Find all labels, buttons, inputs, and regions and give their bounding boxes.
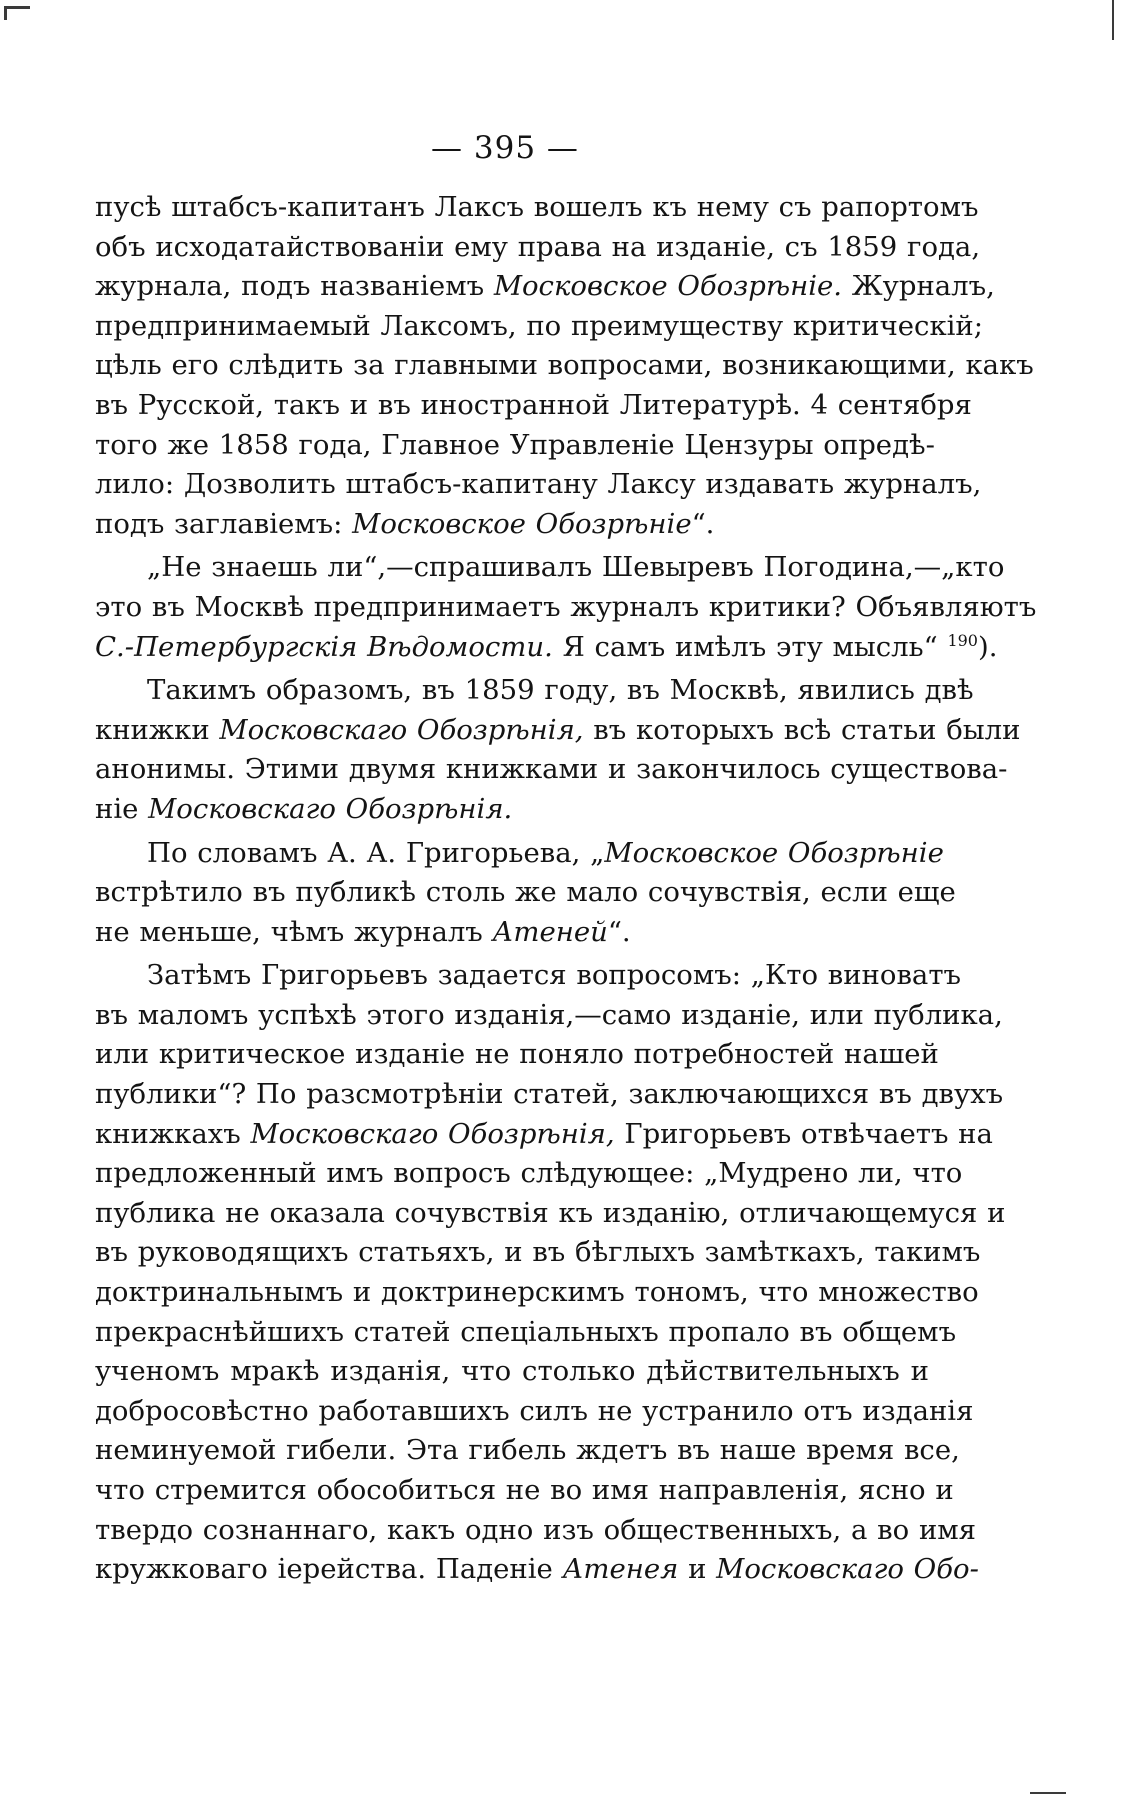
text-run: книжки (95, 713, 220, 746)
text-run: Затѣмъ Григорьевъ задается вопросомъ: „Кто виноватъ (147, 959, 962, 992)
text-line (95, 307, 984, 347)
text-line (95, 1313, 957, 1353)
text-run: Журналъ, (842, 270, 995, 303)
paragraph-p2 (95, 548, 1037, 667)
text-run: ніе (95, 792, 149, 825)
italic-title: Атенея (562, 1553, 679, 1586)
text-run: въ которыхъ всѣ статьи были (583, 713, 1021, 746)
text-run: Такимъ образомъ, въ 1859 году, въ Москвѣ, явились двѣ (147, 674, 974, 707)
italic-title: Московскаго Обозрѣнія, (250, 1117, 615, 1150)
text-line (95, 1550, 979, 1590)
text-line (95, 1392, 974, 1432)
italic-title: Московское Обозрѣніе (604, 836, 944, 869)
italic-title: С.-Петербургскія Вѣдомости. (95, 630, 553, 663)
text-run: цѣль его слѣдить за главными вопросами, возникающими, какъ (95, 349, 1034, 382)
text-run: того же 1858 года, Главное Управленіе Цензуры опредѣ- (95, 428, 935, 461)
text-line (95, 267, 995, 307)
text-line (95, 188, 979, 228)
text-line (95, 1115, 993, 1155)
text-line (95, 628, 998, 668)
text-run: Григорьевъ отвѣчаетъ на (614, 1117, 993, 1150)
scan-edge-mark-top-right (1112, 0, 1114, 40)
text-run: ). (977, 630, 998, 663)
text-run: Я самъ имѣлъ эту мысль“ (552, 630, 948, 663)
text-run: книжкахъ (95, 1117, 251, 1150)
text-line (95, 1154, 963, 1194)
text-line (95, 465, 982, 505)
text-line (95, 386, 972, 426)
italic-title: Московское Обозрѣніе. (493, 270, 843, 303)
text-run: публика не оказала сочувствія къ изданію, отличающемуся и (95, 1196, 1006, 1229)
text-line (95, 1511, 977, 1551)
body-text (95, 188, 1037, 1590)
scan-corner-mark-top-left-vertical (4, 6, 7, 20)
text-run: объ исходатайствованіи ему права на изданіе, съ 1859 года, (95, 230, 981, 263)
footnote-ref: 190 (947, 630, 978, 650)
text-line (95, 711, 1021, 751)
text-line (95, 588, 1037, 628)
italic-title: Московскаго Обозрѣнія, (219, 713, 584, 746)
text-run: въ маломъ успѣхѣ этого изданія,—само изданіе, или публика, (95, 998, 1003, 1031)
text-run: доктринальнымъ и доктринерскимъ тономъ, что множество (95, 1276, 979, 1309)
text-line (95, 671, 974, 711)
italic-title: Московскаго Обозрѣнія. (148, 792, 513, 825)
text-run: добросовѣстно работавшихъ силъ не устранило отъ изданія (95, 1394, 974, 1427)
text-run: “. (607, 915, 631, 948)
scan-corner-mark-top-left (4, 6, 30, 9)
text-line (95, 1471, 954, 1511)
text-line (95, 228, 981, 268)
paragraph-p5 (95, 956, 1006, 1590)
italic-title: Атеней (492, 915, 608, 948)
text-line (95, 790, 929, 830)
text-run: “. (691, 507, 715, 540)
text-line (95, 1194, 1006, 1234)
text-run: ученомъ мракѣ изданія, что столько дѣйствительныхъ и (95, 1355, 929, 1388)
scan-edge-mark-bottom-right (1030, 1792, 1066, 1794)
text-run: неминуемой гибели. Эта гибель ждетъ въ наше время все, (95, 1434, 960, 1467)
text-line (95, 1075, 1004, 1115)
text-line (95, 346, 1034, 386)
text-run: что стремится обособиться не во имя направленія, ясно и (95, 1474, 954, 1506)
text-line (95, 1233, 981, 1273)
text-run: встрѣтило въ публикѣ столь же мало сочувствія, если еще (95, 876, 956, 909)
text-line (95, 996, 1003, 1036)
text-run: предложенный имъ вопросъ слѣдующее: „Мудрено ли, что (95, 1157, 963, 1190)
paragraph-p1 (95, 188, 1034, 544)
text-run: „Не знаешь ли“,—спрашивалъ Шевыревъ Погодина,—„кто (147, 551, 1005, 584)
italic-title: Московское Обозрѣніе (352, 507, 692, 540)
text-line (95, 956, 962, 996)
text-line (95, 548, 1005, 588)
text-run: публики“? По разсмотрѣніи статей, заключающихся въ двухъ (95, 1078, 1004, 1111)
text-line (95, 873, 956, 913)
text-line (95, 426, 935, 466)
text-run: подъ заглавіемъ: (95, 507, 353, 540)
text-line (95, 505, 929, 545)
text-run: кружковаго іерейства. Паденіе (95, 1553, 563, 1586)
text-line (95, 1352, 929, 1392)
italic-title: Московскаго Обо- (716, 1553, 979, 1586)
text-run: предпринимаемый Лаксомъ, по преимуществу критическій; (95, 309, 984, 342)
text-run: это въ Москвѣ предпринимаетъ журналъ критики? Объявляютъ (95, 590, 1037, 623)
text-run: не меньше, чѣмъ журналъ (95, 915, 493, 948)
text-line (95, 750, 1008, 790)
paragraph-p4 (95, 834, 956, 953)
text-run: журнала, подъ названіемъ (95, 270, 494, 303)
text-run: твердо сознаннаго, какъ одно изъ общественныхъ, а во имя (95, 1513, 977, 1546)
text-run: въ Русской, такъ и въ иностранной Литературѣ. 4 сентября (95, 388, 972, 421)
text-run: прекраснѣйшихъ статей спеціальныхъ пропало въ общемъ (95, 1315, 957, 1348)
text-line (95, 1273, 979, 1313)
text-run: и (678, 1553, 717, 1586)
text-line (95, 913, 929, 953)
text-line (95, 1035, 939, 1075)
text-run: анонимы. Этими двумя книжками и закончилось существова- (95, 753, 1008, 786)
text-line (95, 1431, 960, 1471)
text-run: лило: Дозволить штабсъ-капитану Лаксу издавать журналъ, (95, 468, 982, 501)
text-run: По словамъ А. А. Григорьева, „ (147, 836, 605, 869)
text-run: или критическое изданіе не поняло потребностей нашей (95, 1038, 939, 1071)
paragraph-p3 (95, 671, 1021, 829)
text-run: въ руководящихъ статьяхъ, и въ бѣглыхъ замѣткахъ, такимъ (95, 1236, 981, 1269)
text-line (95, 834, 944, 874)
text-run: пусѣ штабсъ-капитанъ Лаксъ вошелъ къ нему съ рапортомъ (95, 191, 979, 223)
page-number: — 395 — (431, 130, 579, 166)
